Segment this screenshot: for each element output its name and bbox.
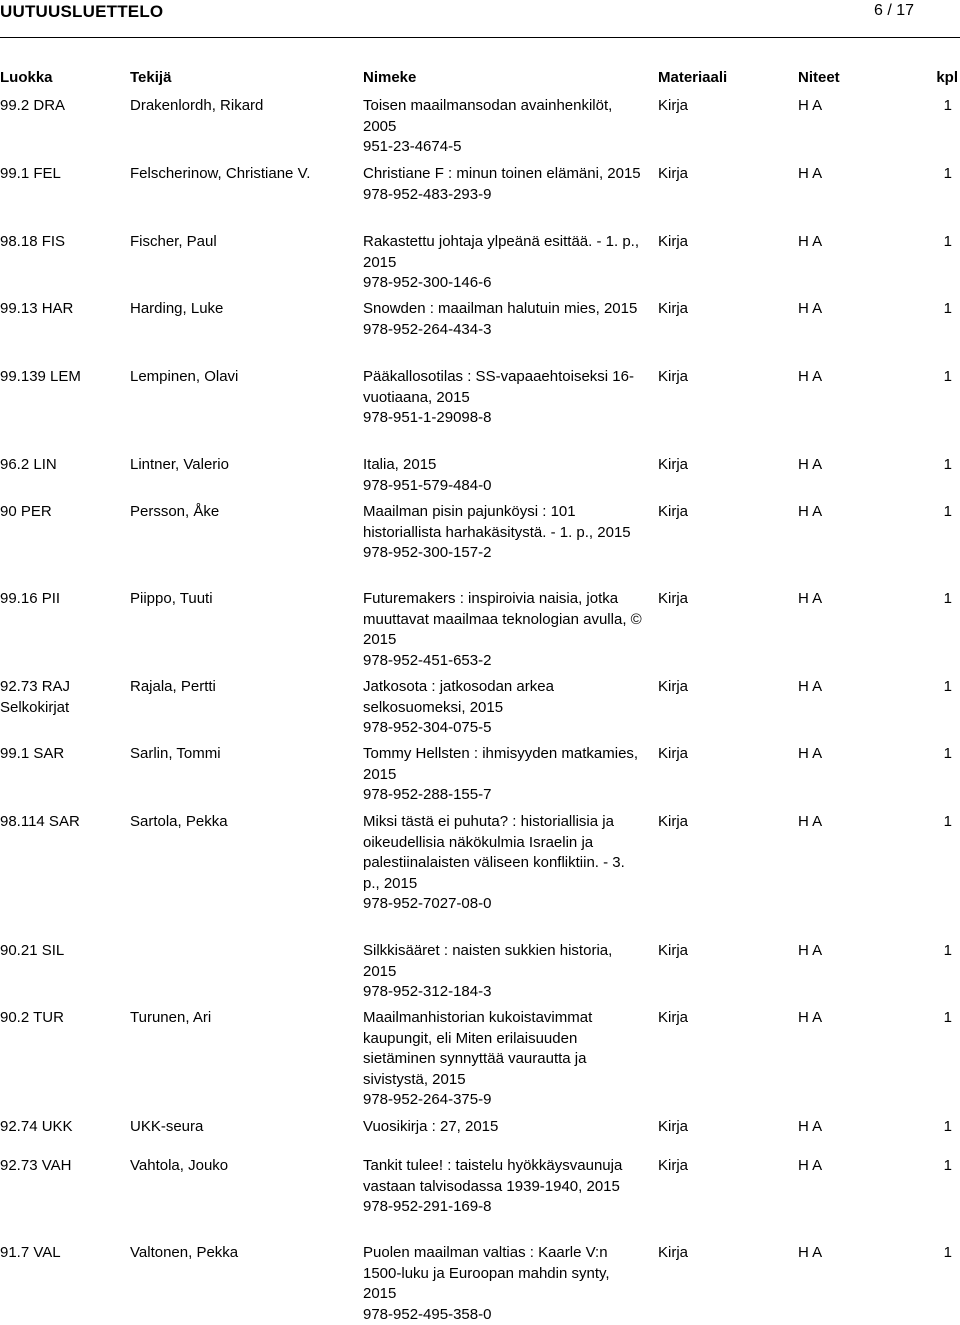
- cell-kpl: 1: [902, 1117, 952, 1138]
- cell-tekija: Valtonen, Pekka: [130, 1243, 350, 1264]
- book-title: Tankit tulee! : taistelu hyökkäysvaunuja vastaan talvisodassa 1939-1940, 2015: [363, 1156, 643, 1197]
- cell-nimeke: [363, 812, 643, 915]
- cell-nimeke: [363, 367, 643, 429]
- book-title: Maailmanhistorian kukoistavimmat kaupungit, eli Miten erilaisuuden sietäminen synnyttää vaurautta ja sivistystä, 2015: [363, 1008, 643, 1090]
- cell-niteet: H A: [798, 1008, 878, 1029]
- cell-kpl: 1: [902, 744, 952, 765]
- cell-niteet: H A: [798, 812, 878, 833]
- cell-luokka: 91.7 VAL: [0, 1243, 125, 1264]
- cell-niteet: H A: [798, 164, 878, 185]
- cell-kpl: 1: [902, 232, 952, 253]
- column-header-luokka: Luokka: [0, 68, 125, 89]
- cell-kpl: 1: [902, 367, 952, 388]
- cell-kpl: 1: [902, 299, 952, 320]
- cell-luokka: 92.74 UKK: [0, 1117, 125, 1138]
- book-title: Silkkisääret : naisten sukkien historia, 2015: [363, 941, 643, 982]
- cell-materiaali: Kirja: [658, 455, 778, 476]
- cell-materiaali: Kirja: [658, 1117, 778, 1138]
- book-isbn: 978-951-579-484-0: [363, 476, 643, 497]
- cell-kpl: 1: [902, 96, 952, 117]
- cell-kpl: 1: [902, 941, 952, 962]
- book-title: Maailman pisin pajunköysi : 101 historiallista harhakäsitystä. - 1. p., 2015: [363, 502, 643, 543]
- cell-kpl: 1: [902, 164, 952, 185]
- cell-materiaali: Kirja: [658, 941, 778, 962]
- cell-materiaali: Kirja: [658, 1008, 778, 1029]
- cell-luokka: 99.1 SAR: [0, 744, 125, 765]
- cell-luokka: 96.2 LIN: [0, 455, 125, 476]
- cell-materiaali: Kirja: [658, 812, 778, 833]
- book-isbn: 978-952-288-155-7: [363, 785, 643, 806]
- cell-nimeke: [363, 677, 643, 739]
- book-title: Italia, 2015: [363, 455, 643, 476]
- column-header-nimeke: Nimeke: [363, 68, 643, 89]
- cell-niteet: H A: [798, 367, 878, 388]
- column-header-kpl: kpl: [908, 68, 958, 89]
- cell-nimeke: [363, 96, 643, 158]
- cell-kpl: 1: [902, 677, 952, 698]
- cell-luokka: 99.1 FEL: [0, 164, 125, 185]
- book-title: Snowden : maailman halutuin mies, 2015: [363, 299, 643, 320]
- cell-niteet: H A: [798, 96, 878, 117]
- cell-nimeke: [363, 455, 643, 496]
- book-isbn: 978-952-451-653-2: [363, 651, 643, 672]
- cell-nimeke: [363, 502, 643, 564]
- book-title: Futuremakers : inspiroivia naisia, jotka muuttavat maailmaa teknologian avulla, © 2015: [363, 589, 643, 651]
- cell-tekija: Drakenlordh, Rikard: [130, 96, 350, 117]
- cell-niteet: H A: [798, 677, 878, 698]
- cell-luokka: 99.139 LEM: [0, 367, 125, 388]
- book-title: Miksi tästä ei puhuta? : historiallisia ja oikeudellisia näkökulmia Israelin ja palestiinalaisten väliseen konfliktiin. - 3. p., 2015: [363, 812, 643, 894]
- cell-niteet: H A: [798, 744, 878, 765]
- cell-tekija: Sartola, Pekka: [130, 812, 350, 833]
- cell-niteet: H A: [798, 1156, 878, 1177]
- cell-tekija: Lempinen, Olavi: [130, 367, 350, 388]
- cell-materiaali: Kirja: [658, 164, 778, 185]
- cell-materiaali: Kirja: [658, 232, 778, 253]
- column-header-materiaali: Materiaali: [658, 68, 778, 89]
- cell-nimeke: [363, 1117, 663, 1138]
- page-title: UUTUUSLUETTELO: [0, 2, 163, 23]
- cell-nimeke: [363, 589, 643, 671]
- cell-materiaali: Kirja: [658, 367, 778, 388]
- cell-materiaali: Kirja: [658, 677, 778, 698]
- cell-kpl: 1: [902, 1008, 952, 1029]
- cell-nimeke: [363, 299, 643, 340]
- column-header-tekija: Tekijä: [130, 68, 350, 89]
- cell-kpl: 1: [902, 1156, 952, 1177]
- book-title: Pääkallosotilas : SS-vapaaehtoiseksi 16-vuotiaana, 2015: [363, 367, 643, 408]
- cell-tekija: Persson, Åke: [130, 502, 350, 523]
- cell-niteet: H A: [798, 941, 878, 962]
- book-title: Puolen maailman valtias : Kaarle V:n 1500-luku ja Euroopan mahdin synty, 2015: [363, 1243, 643, 1305]
- cell-luokka: 99.13 HAR: [0, 299, 125, 320]
- cell-tekija: Rajala, Pertti: [130, 677, 350, 698]
- book-isbn: 978-952-300-157-2: [363, 543, 643, 564]
- cell-kpl: 1: [902, 1243, 952, 1264]
- cell-materiaali: Kirja: [658, 1243, 778, 1264]
- cell-nimeke: [363, 744, 643, 806]
- cell-luokka: 90 PER: [0, 502, 125, 523]
- cell-niteet: H A: [798, 1243, 878, 1264]
- cell-niteet: H A: [798, 232, 878, 253]
- book-title: Vuosikirja : 27, 2015: [363, 1117, 663, 1138]
- cell-luokka: 90.21 SIL: [0, 941, 125, 962]
- cell-tekija: UKK-seura: [130, 1117, 350, 1138]
- cell-materiaali: Kirja: [658, 744, 778, 765]
- book-title: Jatkosota : jatkosodan arkea selkosuomeksi, 2015: [363, 677, 643, 718]
- page-number: 6 / 17: [874, 1, 914, 22]
- book-title: Tommy Hellsten : ihmisyyden matkamies, 2015: [363, 744, 643, 785]
- cell-nimeke: [363, 1156, 643, 1218]
- cell-tekija: Sarlin, Tommi: [130, 744, 350, 765]
- cell-tekija: Vahtola, Jouko: [130, 1156, 350, 1177]
- cell-kpl: 1: [902, 589, 952, 610]
- cell-luokka: 99.2 DRA: [0, 96, 125, 117]
- cell-materiaali: Kirja: [658, 502, 778, 523]
- cell-luokka: 90.2 TUR: [0, 1008, 125, 1029]
- book-isbn: 978-952-304-075-5: [363, 718, 643, 739]
- cell-tekija: Turunen, Ari: [130, 1008, 350, 1029]
- table-header: [0, 68, 960, 90]
- cell-kpl: 1: [902, 812, 952, 833]
- cell-nimeke: [363, 164, 643, 205]
- book-isbn: 951-23-4674-5: [363, 137, 643, 158]
- book-isbn: 978-952-291-169-8: [363, 1197, 643, 1218]
- cell-kpl: 1: [902, 455, 952, 476]
- cell-nimeke: [363, 941, 643, 1003]
- book-isbn: 978-952-264-375-9: [363, 1090, 643, 1111]
- cell-tekija: Harding, Luke: [130, 299, 350, 320]
- cell-niteet: H A: [798, 502, 878, 523]
- cell-nimeke: [363, 232, 643, 294]
- cell-tekija: Felscherinow, Christiane V.: [130, 164, 350, 185]
- cell-luokka: 98.114 SAR: [0, 812, 125, 833]
- column-header-niteet: Niteet: [798, 68, 878, 89]
- cell-tekija: Piippo, Tuuti: [130, 589, 350, 610]
- book-isbn: 978-952-495-358-0: [363, 1305, 643, 1325]
- book-isbn: 978-952-7027-08-0: [363, 894, 643, 915]
- cell-materiaali: Kirja: [658, 299, 778, 320]
- cell-nimeke: [363, 1008, 643, 1111]
- cell-kpl: 1: [902, 502, 952, 523]
- cell-niteet: H A: [798, 1117, 878, 1138]
- book-isbn: 978-952-312-184-3: [363, 982, 643, 1003]
- cell-nimeke: [363, 1243, 643, 1325]
- cell-niteet: H A: [798, 455, 878, 476]
- book-isbn: 978-952-483-293-9: [363, 185, 643, 206]
- book-title: Toisen maailmansodan avainhenkilöt, 2005: [363, 96, 643, 137]
- cell-tekija: Lintner, Valerio: [130, 455, 350, 476]
- book-isbn: 978-952-300-146-6: [363, 273, 643, 294]
- cell-luokka: 92.73 RAJ Selkokirjat: [0, 677, 125, 718]
- cell-materiaali: Kirja: [658, 589, 778, 610]
- book-isbn: 978-951-1-29098-8: [363, 408, 643, 429]
- book-title: Christiane F : minun toinen elämäni, 2015: [363, 164, 643, 185]
- book-isbn: 978-952-264-434-3: [363, 320, 643, 341]
- header-divider: [0, 37, 960, 38]
- cell-niteet: H A: [798, 299, 878, 320]
- cell-materiaali: Kirja: [658, 1156, 778, 1177]
- book-title: Rakastettu johtaja ylpeänä esittää. - 1. p., 2015: [363, 232, 643, 273]
- cell-luokka: 98.18 FIS: [0, 232, 125, 253]
- cell-materiaali: Kirja: [658, 96, 778, 117]
- cell-tekija: Fischer, Paul: [130, 232, 350, 253]
- cell-luokka: 92.73 VAH: [0, 1156, 125, 1177]
- cell-luokka: 99.16 PII: [0, 589, 125, 610]
- cell-niteet: H A: [798, 589, 878, 610]
